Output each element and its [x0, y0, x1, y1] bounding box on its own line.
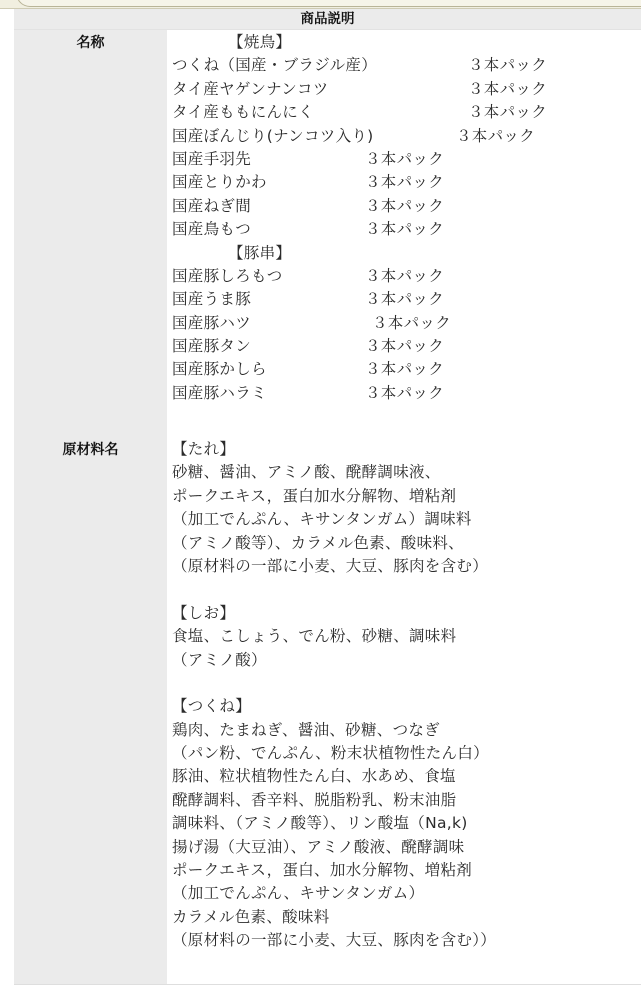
ingredients-list: [172, 438, 641, 953]
product-name: つくね（国産・ブラジル産）: [172, 56, 378, 75]
product-name: タイ産ももにんにく: [172, 103, 314, 122]
name-label: 名称: [76, 35, 105, 51]
ingredient-line: （アミノ酸）: [172, 650, 267, 669]
product-pack: ３本パック: [456, 126, 536, 145]
product-name: タイ産ヤゲンナンコツ: [172, 79, 329, 98]
product-name-list: [172, 31, 641, 405]
ingredient-line: 揚げ湯（大豆油）、アミノ酸液、醗酵調味: [172, 837, 465, 856]
product-pack: ３本パック: [468, 79, 548, 98]
product-pack: ３本パック: [468, 103, 548, 122]
product-row: [172, 288, 641, 311]
ingredient-line: ポークエキス，蛋白加水分解物、増粘剤: [172, 486, 457, 505]
ingredient-line: 砂糖、醤油、アミノ酸、醗酵調味液、: [172, 463, 441, 482]
ingredient-line: （加工でんぷん、キサンタンガム）: [172, 884, 425, 903]
ingredient-line: （原材料の一部に小麦、大豆、豚肉を含む）: [172, 556, 489, 575]
product-pack: ３本パック: [365, 360, 445, 379]
product-row: [172, 148, 641, 171]
product-pack: ３本パック: [372, 313, 452, 332]
table-title: 商品説明: [300, 11, 355, 27]
product-name: 国産豚かしら: [172, 360, 267, 379]
product-name: 国産鳥もつ: [172, 220, 252, 239]
ingredient-heading-tare: 【たれ】: [172, 440, 236, 458]
product-name: 国産ぼんじり(ナンコツ入り): [172, 126, 374, 145]
table-header-row: [14, 9, 641, 30]
label-column: [14, 30, 167, 984]
ingredients-label: 原材料名: [62, 442, 119, 458]
ingredient-heading-tsukune: 【つくね】: [172, 697, 252, 716]
product-pack: ３本パック: [365, 220, 445, 239]
spacer: [172, 578, 641, 601]
ingredient-line: 調味料、（アミノ酸等）、リン酸塩（Na,k): [172, 814, 468, 833]
ingredient-line: 豚油、粒状植物性たん白、水あめ、食塩: [172, 767, 456, 786]
product-row: [172, 195, 641, 218]
product-name: 国産手羽先: [172, 149, 252, 168]
product-name: 国産豚ハツ: [172, 313, 252, 332]
product-pack: ３本パック: [468, 56, 548, 75]
product-description-table: [14, 9, 641, 984]
product-row: [172, 218, 641, 241]
product-name: 国産豚しろもつ: [172, 266, 283, 285]
spacer: [172, 672, 641, 695]
product-name: 国産ねぎ間: [172, 196, 252, 215]
product-row: [172, 101, 641, 124]
ingredient-line: ポークエキス，蛋白、加水分解物、増粘剤: [172, 861, 473, 880]
product-row: [172, 358, 641, 381]
group-heading-yakitori: 【焼鳥】: [228, 33, 292, 51]
ingredient-line: （アミノ酸等）、カラメル色素、酸味料、: [172, 533, 464, 552]
product-pack: ３本パック: [365, 149, 445, 168]
ingredient-line: （パン粉、でんぷん、粉末状植物性たん白）: [172, 744, 489, 763]
product-row: [172, 382, 641, 405]
product-pack: ３本パック: [365, 290, 445, 309]
product-pack: ３本パック: [365, 337, 445, 356]
product-pack: ３本パック: [365, 383, 445, 402]
product-name: 国産とりかわ: [172, 173, 267, 192]
ingredient-line: 食塩、こしょう、でん粉、砂糖、調味料: [172, 627, 457, 646]
product-name: 国産豚ハラミ: [172, 383, 267, 402]
product-pack: ３本パック: [365, 173, 445, 192]
product-row: [172, 171, 641, 194]
product-row: [172, 125, 641, 148]
product-name: 国産豚タン: [172, 337, 252, 356]
group-heading-butakushi: 【豚串】: [228, 243, 292, 262]
ingredient-line: 醗酵調料、香辛料、脱脂粉乳、粉末油脂: [172, 790, 457, 809]
ingredient-line: 鶏肉、たまねぎ、醤油、砂糖、つなぎ: [172, 720, 440, 739]
page-top-frame: [0, 0, 641, 9]
table-bottom-border: [14, 984, 641, 985]
ingredient-heading-shio: 【しお】: [172, 603, 236, 622]
product-pack: ３本パック: [365, 196, 445, 215]
product-pack: ３本パック: [365, 266, 445, 285]
ingredient-line: （原材料の一部に小麦、大豆、豚肉を含む））: [172, 931, 497, 950]
product-row: [172, 265, 641, 288]
frame-curve: [16, 0, 641, 7]
product-row: [172, 78, 641, 101]
product-row: [172, 335, 641, 358]
product-row: [172, 312, 641, 335]
ingredient-line: カラメル色素、酸味料: [172, 907, 330, 926]
ingredient-line: （加工でんぷん、キサンタンガム）調味料: [172, 510, 472, 529]
product-row: [172, 54, 641, 77]
product-name: 国産うま豚: [172, 290, 252, 309]
